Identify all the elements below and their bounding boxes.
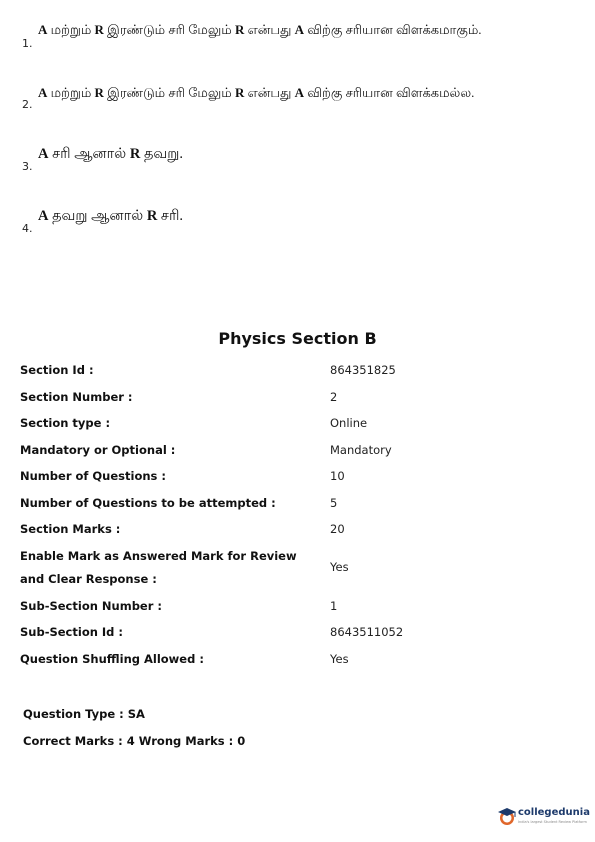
option-3 bbox=[0, 145, 595, 185]
detail-label: Sub-Section Number : bbox=[20, 599, 163, 613]
option-1 bbox=[0, 20, 595, 60]
detail-value: Yes bbox=[330, 560, 349, 574]
collegedunia-logo bbox=[496, 803, 592, 829]
option-text: A மற்றும் R இரண்டும் சரி மேலும் R என்பது A விற்கு சரியான விளக்கமாகும். bbox=[38, 22, 482, 37]
detail-label: Number of Questions to be attempted : bbox=[20, 496, 276, 510]
detail-label: Number of Questions : bbox=[20, 469, 166, 483]
detail-value: Yes bbox=[330, 652, 349, 666]
detail-label: Mandatory or Optional : bbox=[20, 443, 176, 457]
option-number: 1. bbox=[22, 37, 33, 50]
option-number: 3. bbox=[22, 160, 33, 173]
option-text: A சரி ஆனால் R தவறு. bbox=[38, 146, 184, 162]
detail-value: 864351825 bbox=[330, 363, 396, 377]
marks-info: Correct Marks : 4 Wrong Marks : 0 bbox=[23, 734, 246, 748]
detail-label: Question Shuffling Allowed : bbox=[20, 652, 204, 666]
detail-label: Sub-Section Id : bbox=[20, 625, 124, 639]
detail-label: Enable Mark as Answered Mark for Review and Clear Response : bbox=[20, 549, 297, 586]
option-number: 2. bbox=[22, 98, 33, 111]
detail-label: Section type : bbox=[20, 416, 111, 430]
logo-brand: collegedunia bbox=[518, 807, 590, 818]
detail-value: 5 bbox=[330, 496, 338, 510]
section-title: Physics Section B bbox=[218, 329, 377, 348]
detail-label: Section Number : bbox=[20, 390, 133, 404]
detail-value: 20 bbox=[330, 522, 345, 536]
detail-value: 8643511052 bbox=[330, 625, 404, 639]
option-text: A தவறு ஆனால் R சரி. bbox=[38, 208, 184, 224]
graduation-cap-icon bbox=[496, 805, 518, 827]
detail-value: Online bbox=[330, 416, 368, 430]
detail-value: 1 bbox=[330, 599, 338, 613]
option-2 bbox=[0, 83, 595, 123]
option-number: 4. bbox=[22, 222, 33, 235]
option-4 bbox=[0, 207, 595, 247]
detail-value: 2 bbox=[330, 390, 338, 404]
option-text: A மற்றும் R இரண்டும் சரி மேலும் R என்பது A விற்கு சரியான விளக்கமல்ல. bbox=[38, 85, 475, 100]
logo-tagline: India's largest Student Review Platform bbox=[518, 820, 587, 824]
detail-value: Mandatory bbox=[330, 443, 392, 457]
detail-value: 10 bbox=[330, 469, 345, 483]
question-type: Question Type : SA bbox=[23, 707, 145, 721]
detail-label: Section Marks : bbox=[20, 522, 121, 536]
detail-label: Section Id : bbox=[20, 363, 94, 377]
